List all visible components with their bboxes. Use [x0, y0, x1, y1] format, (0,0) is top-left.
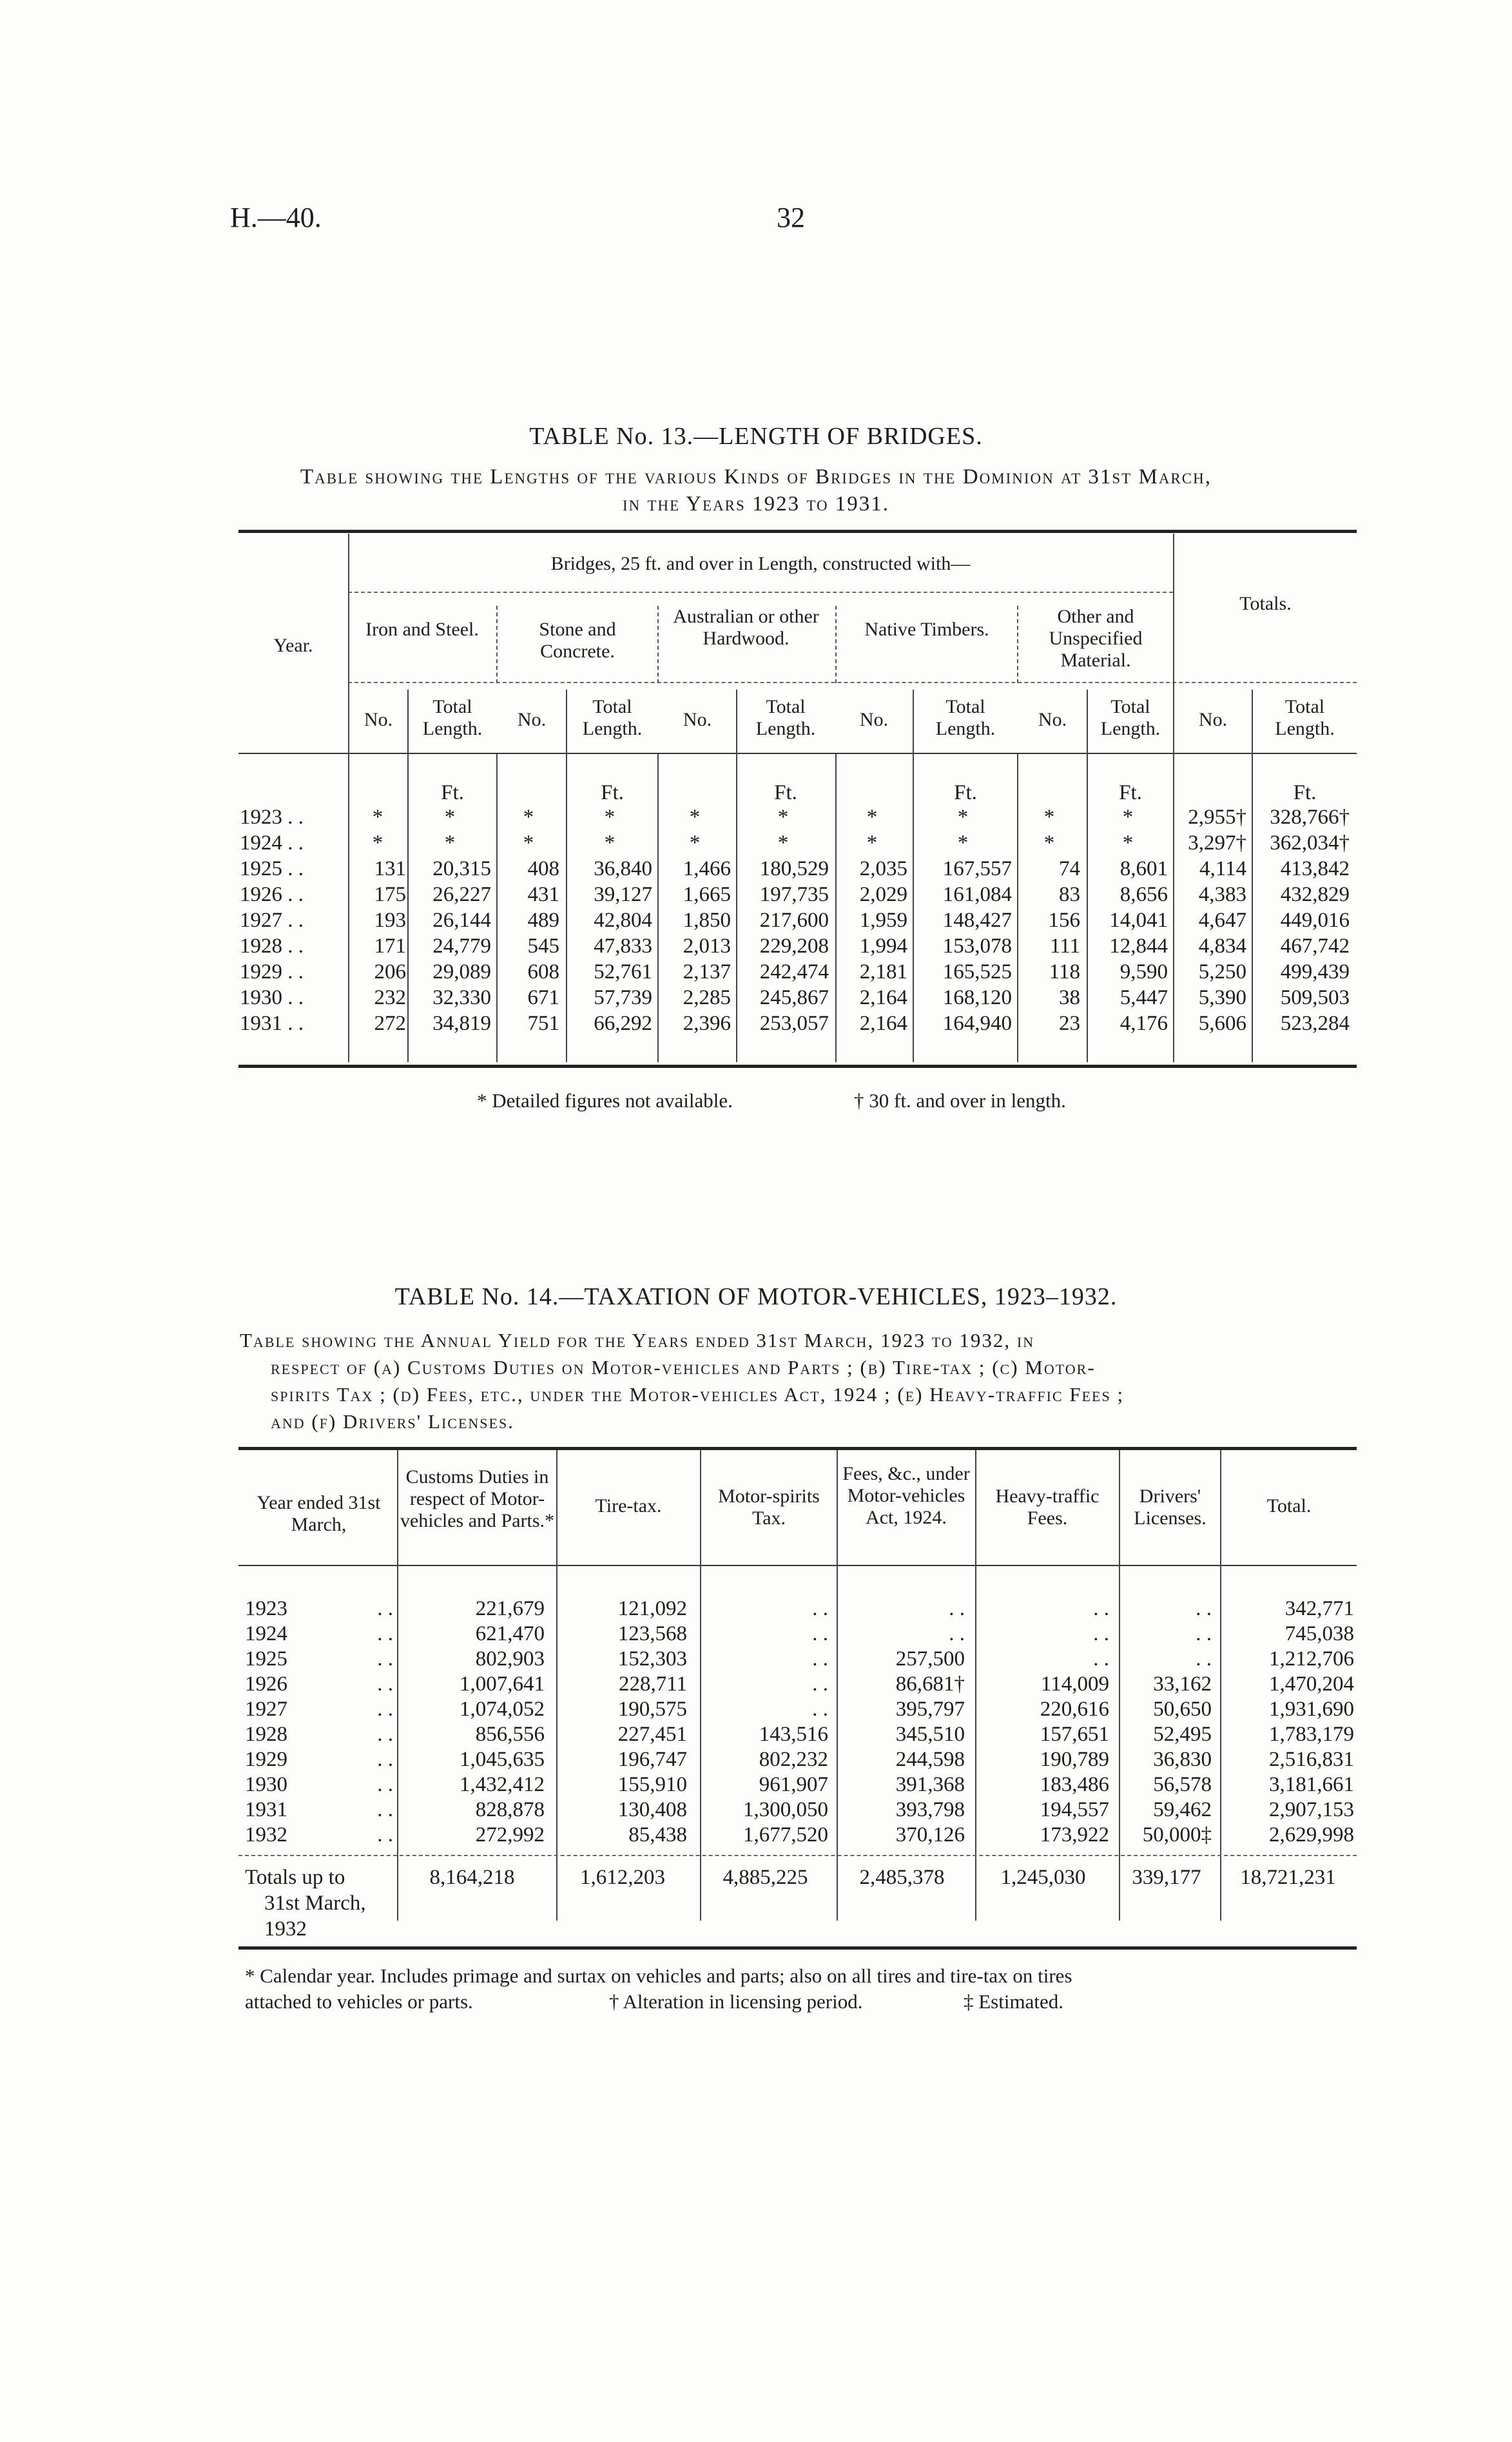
- table-cell: 114,009: [1040, 1672, 1109, 1696]
- t14-h-drivers: Drivers' Licenses.: [1134, 1486, 1207, 1529]
- row-year: 1927 . .: [240, 909, 304, 932]
- table-cell: 413,842: [1280, 857, 1350, 880]
- table-cell: 244,598: [895, 1748, 965, 1771]
- table-cell: 2,396: [683, 1012, 731, 1035]
- table-cell: 143,516: [759, 1723, 828, 1746]
- row-year: 1931: [245, 1798, 287, 1821]
- table-cell: 2,035: [859, 857, 907, 880]
- table-cell: 39,127: [594, 883, 652, 906]
- table-cell: 2,164: [859, 1012, 907, 1035]
- row-year: 1923 . .: [240, 806, 304, 829]
- table-cell: 123,568: [617, 1622, 687, 1645]
- table-cell: 131: [374, 857, 406, 880]
- table-cell: 1,850: [683, 909, 731, 932]
- table-cell: 370,126: [895, 1823, 965, 1846]
- table13-title: TABLE No. 13.—LENGTH OF BRIDGES.: [529, 423, 983, 450]
- table-cell: 4,383: [1198, 883, 1246, 906]
- table-cell: 1,074,052: [460, 1698, 545, 1721]
- t14-totals-label-2: 31st March,: [264, 1892, 366, 1915]
- t14-h-year: Year ended 31st March,: [257, 1492, 381, 1535]
- table-cell: 206: [374, 960, 406, 984]
- table-cell: 36,840: [594, 857, 652, 880]
- table-cell: 165,525: [942, 960, 1012, 984]
- row-year: 1925 . .: [240, 857, 304, 880]
- table-cell: 196,747: [617, 1748, 687, 1771]
- table-cell: 47,833: [594, 935, 652, 958]
- t13-len-h: Total Length.: [935, 696, 996, 739]
- table-cell: 24,779: [432, 935, 491, 958]
- table-cell: 1,470,204: [1269, 1672, 1354, 1696]
- row-year: 1926 . .: [240, 883, 304, 906]
- table-cell: 42,804: [594, 909, 652, 932]
- table-cell: . .: [1196, 1647, 1212, 1671]
- t13-no-h: No.: [683, 709, 712, 730]
- table-cell: 4,114: [1199, 857, 1246, 880]
- table-cell: . .: [1093, 1647, 1109, 1671]
- table-cell: . .: [949, 1597, 965, 1620]
- t13-material-hardwood: Australian or other Hardwood.: [673, 606, 819, 649]
- t13-unit: Ft.: [1293, 781, 1317, 804]
- table-cell: *: [372, 831, 383, 855]
- table-cell: 509,503: [1280, 986, 1350, 1009]
- t13-len-h: Total Length.: [422, 696, 483, 739]
- table14-subtitle-1: Table showing the Annual Yield for the Years ended 31st March, 1923 to 1932, in: [240, 1329, 1035, 1352]
- table-cell: 14,041: [1109, 909, 1168, 932]
- t13-unit: Ft.: [601, 781, 624, 804]
- table-cell: 221,679: [475, 1597, 545, 1620]
- table-cell: *: [444, 831, 456, 855]
- table14-note-3: † Alteration in licensing period.: [609, 1990, 863, 2013]
- table-cell: 227,451: [617, 1723, 687, 1746]
- table-cell: 5,390: [1198, 986, 1246, 1009]
- t13-unit: Ft.: [774, 781, 797, 804]
- table-cell: 802,903: [475, 1647, 545, 1671]
- table-cell: 242,474: [759, 960, 829, 984]
- table-cell: 155,910: [617, 1773, 687, 1796]
- row-year: 1924: [245, 1622, 287, 1645]
- table-cell: 1,007,641: [460, 1672, 545, 1696]
- table-cell: 121,092: [617, 1597, 687, 1620]
- row-year: 1926: [245, 1672, 287, 1696]
- totals-cell: 339,177: [1132, 1866, 1201, 1889]
- table-cell: 190,789: [1040, 1748, 1109, 1771]
- table-cell: 467,742: [1280, 935, 1350, 958]
- table-cell: 2,285: [683, 986, 731, 1009]
- row-year: 1925: [245, 1647, 287, 1671]
- table-cell: 232: [374, 986, 406, 1009]
- table-cell: 86,681†: [895, 1672, 965, 1696]
- table-cell: 1,959: [859, 909, 907, 932]
- totals-cell: 2,485,378: [859, 1866, 945, 1889]
- t14-h-heavy: Heavy-traffic Fees.: [995, 1486, 1100, 1529]
- table14-title: TABLE No. 14.—TAXATION OF MOTOR-VEHICLES, 1923–1932.: [394, 1283, 1118, 1310]
- table-cell: 449,016: [1280, 909, 1350, 932]
- table-cell: 545: [527, 935, 559, 958]
- table-cell: 38: [1059, 986, 1080, 1009]
- table13-year-header: Year.: [273, 635, 313, 656]
- table-cell: . .: [377, 1748, 393, 1771]
- table-cell: 52,495: [1153, 1723, 1212, 1746]
- table13-subtitle-1: Table showing the Lengths of the various Kinds of Bridges in the Dominion at 31st March,: [300, 465, 1212, 489]
- row-year: 1929 . .: [240, 960, 304, 984]
- row-year: 1924 . .: [240, 831, 304, 855]
- table-cell: *: [372, 806, 383, 829]
- table-cell: 828,878: [475, 1798, 545, 1821]
- table-cell: 34,819: [432, 1012, 491, 1035]
- row-year: 1927: [245, 1698, 287, 1721]
- table-cell: . .: [812, 1647, 828, 1671]
- t13-material-iron: Iron and Steel.: [365, 619, 479, 640]
- table-cell: 167,557: [942, 857, 1012, 880]
- table-cell: 489: [527, 909, 559, 932]
- table14-subtitle-3: spirits Tax ; (d) Fees, etc., under the Motor-vehicles Act, 1924 ; (e) Heavy-traffic Fees ;: [271, 1383, 1125, 1406]
- table-cell: 8,601: [1119, 857, 1168, 880]
- table-cell: 171: [374, 935, 406, 958]
- table-cell: 183,486: [1040, 1773, 1109, 1796]
- t13-material-native: Native Timbers.: [864, 619, 989, 640]
- table-cell: . .: [1196, 1597, 1212, 1620]
- table-cell: *: [1122, 831, 1134, 855]
- table-cell: *: [866, 806, 878, 829]
- t13-len-h: Total Length.: [582, 696, 643, 739]
- table-cell: 2,137: [683, 960, 731, 984]
- table-cell: 2,013: [683, 935, 731, 958]
- table-cell: 2,955†: [1188, 806, 1246, 829]
- table-cell: 2,629,998: [1269, 1823, 1354, 1846]
- table-cell: . .: [377, 1798, 393, 1821]
- table-cell: 85,438: [628, 1823, 687, 1846]
- table-cell: 253,057: [759, 1012, 829, 1035]
- table13-subtitle-2: in the Years 1923 to 1931.: [622, 492, 890, 516]
- page-ref: H.—40.: [230, 202, 322, 233]
- table-cell: 36,830: [1153, 1748, 1212, 1771]
- row-year: 1932: [245, 1823, 287, 1846]
- table-cell: 118: [1049, 960, 1080, 984]
- table-cell: 1,212,706: [1269, 1647, 1354, 1671]
- table-cell: 342,771: [1284, 1597, 1354, 1620]
- totals-cell: 8,164,218: [429, 1866, 515, 1889]
- table-cell: 194,557: [1040, 1798, 1109, 1821]
- table-cell: 751: [527, 1012, 559, 1035]
- t13-len-h: Total Length.: [1100, 696, 1161, 739]
- table-cell: 671: [527, 986, 559, 1009]
- totals-cell: 4,885,225: [722, 1866, 808, 1889]
- table-cell: 499,439: [1280, 960, 1350, 984]
- t13-len-h: Total Length.: [755, 696, 816, 739]
- table-cell: 5,606: [1198, 1012, 1246, 1035]
- table-cell: *: [523, 806, 534, 829]
- table-cell: 26,227: [432, 883, 491, 906]
- table-cell: 175: [374, 883, 406, 906]
- row-year: 1923: [245, 1597, 287, 1620]
- t13-no-h: No.: [1038, 709, 1067, 730]
- table-cell: *: [777, 806, 789, 829]
- table-cell: 156: [1048, 909, 1080, 932]
- page-number: 32: [777, 202, 805, 233]
- table-cell: *: [777, 831, 789, 855]
- table-cell: 32,330: [432, 986, 491, 1009]
- table-cell: 345,510: [895, 1723, 965, 1746]
- table-cell: . .: [812, 1597, 828, 1620]
- table-cell: 3,181,661: [1269, 1773, 1354, 1796]
- table-cell: 362,034†: [1270, 831, 1350, 855]
- table-cell: 5,250: [1198, 960, 1246, 984]
- totals-cell: 18,721,231: [1240, 1866, 1336, 1889]
- t14-totals-label-1: Totals up to: [245, 1866, 345, 1889]
- table-cell: 1,300,050: [743, 1798, 828, 1821]
- table-cell: *: [1043, 831, 1055, 855]
- table-cell: 29,089: [432, 960, 491, 984]
- table-cell: 257,500: [895, 1647, 965, 1671]
- t14-totals-label-3: 1932: [264, 1917, 307, 1941]
- table-cell: 161,084: [942, 883, 1012, 906]
- table-cell: 20,315: [432, 857, 491, 880]
- t13-material-stone: Stone and Concrete.: [539, 619, 616, 662]
- table-cell: 1,677,520: [743, 1823, 828, 1846]
- table-cell: 1,665: [683, 883, 731, 906]
- table-cell: 1,783,179: [1269, 1723, 1354, 1746]
- table-cell: 220,616: [1040, 1698, 1109, 1721]
- table-cell: 8,656: [1119, 883, 1168, 906]
- table-cell: 523,284: [1280, 1012, 1350, 1035]
- row-year: 1930: [245, 1773, 287, 1796]
- table-cell: *: [957, 831, 969, 855]
- table-cell: 621,470: [475, 1622, 545, 1645]
- table-cell: 1,466: [683, 857, 731, 880]
- table-cell: 12,844: [1109, 935, 1168, 958]
- table-cell: 432,829: [1280, 883, 1350, 906]
- table-cell: 197,735: [759, 883, 829, 906]
- table-cell: 152,303: [617, 1647, 687, 1671]
- table-cell: . .: [812, 1672, 828, 1696]
- table-cell: 2,516,831: [1269, 1748, 1354, 1771]
- t13-no-h: No.: [363, 709, 393, 730]
- table-cell: 856,556: [475, 1723, 545, 1746]
- table-cell: 193: [374, 909, 406, 932]
- table-cell: 245,867: [759, 986, 829, 1009]
- table-cell: . .: [377, 1622, 393, 1645]
- table-cell: *: [689, 806, 701, 829]
- table-cell: 391,368: [895, 1773, 965, 1796]
- table-cell: . .: [1093, 1622, 1109, 1645]
- table-cell: 164,940: [942, 1012, 1012, 1035]
- totals-cell: 1,245,030: [1000, 1866, 1086, 1889]
- table-cell: 217,600: [759, 909, 829, 932]
- table-cell: 408: [527, 857, 559, 880]
- t13-len-h: Total Length.: [1275, 696, 1335, 739]
- table-cell: 52,761: [594, 960, 652, 984]
- table-cell: 33,162: [1153, 1672, 1212, 1696]
- table-cell: 50,000‡: [1142, 1823, 1212, 1846]
- table-cell: 66,292: [594, 1012, 652, 1035]
- table-cell: . .: [812, 1698, 828, 1721]
- table-cell: 130,408: [617, 1798, 687, 1821]
- table-cell: 2,029: [859, 883, 907, 906]
- table-cell: . .: [377, 1773, 393, 1796]
- t13-no-h: No.: [517, 709, 547, 730]
- table-cell: 4,834: [1198, 935, 1246, 958]
- table-cell: 1,931,690: [1269, 1698, 1354, 1721]
- table-cell: 395,797: [895, 1698, 965, 1721]
- row-year: 1930 . .: [240, 986, 304, 1009]
- t14-h-motor-spirits: Motor-spirits Tax.: [718, 1486, 820, 1529]
- table14-note-4: ‡ Estimated.: [964, 1990, 1063, 2013]
- table-cell: *: [444, 806, 456, 829]
- table-cell: . .: [812, 1622, 828, 1645]
- t13-unit: Ft.: [954, 781, 977, 804]
- table-cell: *: [523, 831, 534, 855]
- table-cell: 111: [1049, 935, 1080, 958]
- table-cell: 148,427: [942, 909, 1012, 932]
- table-cell: 2,181: [859, 960, 907, 984]
- t14-h-total: Total.: [1266, 1495, 1312, 1517]
- table-cell: 59,462: [1153, 1798, 1212, 1821]
- table-cell: 2,907,153: [1269, 1798, 1354, 1821]
- table-cell: . .: [1093, 1597, 1109, 1620]
- row-year: 1928 . .: [240, 935, 304, 958]
- table-cell: 1,994: [859, 935, 907, 958]
- table-cell: 961,907: [759, 1773, 828, 1796]
- row-year: 1928: [245, 1723, 287, 1746]
- table-cell: 50,650: [1153, 1698, 1212, 1721]
- table-cell: 3,297†: [1188, 831, 1246, 855]
- table-cell: . .: [949, 1622, 965, 1645]
- table-cell: 272,992: [475, 1823, 545, 1846]
- table-cell: 228,711: [618, 1672, 687, 1696]
- t13-unit: Ft.: [441, 781, 464, 804]
- table-cell: 608: [527, 960, 559, 984]
- table-cell: . .: [377, 1723, 393, 1746]
- t14-h-fees: Fees, &c., under Motor-vehicles Act, 1924.: [842, 1463, 970, 1528]
- row-year: 1929: [245, 1748, 287, 1771]
- table-cell: 1,045,635: [460, 1748, 545, 1771]
- t13-no-h: No.: [1198, 709, 1228, 730]
- table-cell: 745,038: [1284, 1622, 1354, 1645]
- table-cell: . .: [377, 1823, 393, 1846]
- table-cell: 83: [1059, 883, 1080, 906]
- table-cell: . .: [1196, 1622, 1212, 1645]
- table-cell: 180,529: [759, 857, 829, 880]
- table-cell: *: [689, 831, 701, 855]
- table-cell: *: [1043, 806, 1055, 829]
- table-cell: . .: [377, 1698, 393, 1721]
- table-cell: 153,078: [942, 935, 1012, 958]
- table-cell: 393,798: [895, 1798, 965, 1821]
- table13-note-1: * Detailed figures not available.: [477, 1089, 733, 1112]
- table-cell: 2,164: [859, 986, 907, 1009]
- table-cell: 431: [527, 883, 559, 906]
- totals-cell: 1,612,203: [580, 1866, 665, 1889]
- table-cell: 802,232: [759, 1748, 828, 1771]
- t14-h-tire: Tire-tax.: [595, 1495, 662, 1517]
- t13-material-other: Other and Unspecified Material.: [1049, 606, 1143, 671]
- table-cell: 9,590: [1119, 960, 1168, 984]
- table-cell: *: [604, 831, 615, 855]
- table-cell: . .: [377, 1647, 393, 1671]
- table-cell: *: [957, 806, 969, 829]
- table-cell: *: [604, 806, 615, 829]
- t14-h-customs: Customs Duties in respect of Motor-vehicles and Parts.*: [400, 1466, 555, 1531]
- table-cell: 190,575: [617, 1698, 687, 1721]
- table-cell: 56,578: [1153, 1773, 1212, 1796]
- table13-totals-header: Totals.: [1239, 593, 1292, 614]
- table13-note-2: † 30 ft. and over in length.: [854, 1089, 1066, 1112]
- table13-group-header: Bridges, 25 ft. and over in Length, constructed with—: [550, 553, 971, 574]
- table-cell: 157,651: [1040, 1723, 1109, 1746]
- table-cell: 4,647: [1198, 909, 1246, 932]
- table-cell: 1,432,412: [460, 1773, 545, 1796]
- table-cell: 229,208: [759, 935, 829, 958]
- t13-unit: Ft.: [1119, 781, 1142, 804]
- table14-note-2: attached to vehicles or parts.: [245, 1990, 473, 2013]
- table-cell: *: [1122, 806, 1134, 829]
- table-cell: 173,922: [1040, 1823, 1109, 1846]
- table-cell: . .: [377, 1672, 393, 1696]
- table-cell: 328,766†: [1270, 806, 1350, 829]
- table14-subtitle-4: and (f) Drivers' Licenses.: [271, 1410, 514, 1433]
- table-cell: 272: [374, 1012, 406, 1035]
- table-cell: 57,739: [594, 986, 652, 1009]
- table-cell: 74: [1059, 857, 1080, 880]
- table-cell: *: [866, 831, 878, 855]
- table-cell: 168,120: [942, 986, 1012, 1009]
- table-cell: 26,144: [432, 909, 491, 932]
- table14-note-1: * Calendar year. Includes primage and surtax on vehicles and parts; also on all tires and tire-tax on tires: [245, 1964, 1072, 1987]
- table-cell: . .: [377, 1597, 393, 1620]
- table-cell: 4,176: [1119, 1012, 1168, 1035]
- row-year: 1931 . .: [240, 1012, 304, 1035]
- t13-no-h: No.: [859, 709, 889, 730]
- table14-subtitle-2: respect of (a) Customs Duties on Motor-vehicles and Parts ; (b) Tire-tax ; (c) Motor-: [271, 1356, 1096, 1379]
- table-cell: 23: [1059, 1012, 1080, 1035]
- table-cell: 5,447: [1119, 986, 1168, 1009]
